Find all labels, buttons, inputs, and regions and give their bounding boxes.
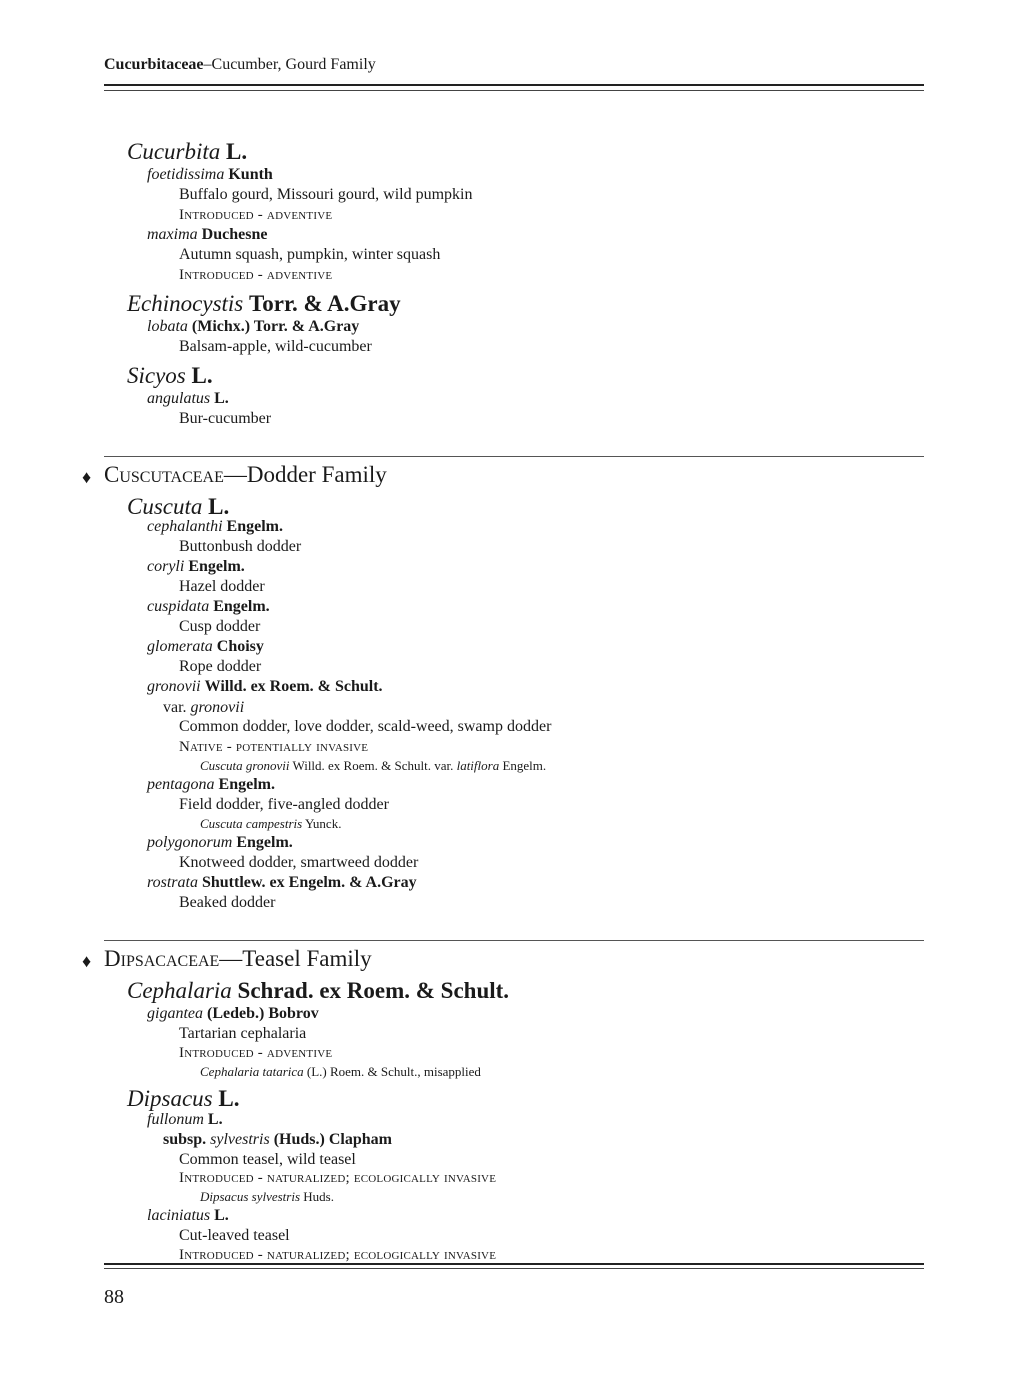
species-pentagona — [147, 776, 275, 794]
species-author: Choisy — [216, 638, 264, 655]
species-polygonorum — [147, 834, 293, 852]
species-author: L. — [207, 1111, 223, 1128]
species-author: (Ledeb.) Bobrov — [207, 1005, 319, 1022]
header-rule — [104, 84, 924, 86]
species-author: Engelm. — [213, 598, 270, 615]
species-fullonum — [147, 1111, 223, 1129]
species-author: Willd. ex Roem. & Schult. — [204, 678, 383, 695]
status-label: Introduced - naturalized; ecologically invasive — [179, 1170, 497, 1186]
species-name: lobata — [147, 318, 188, 335]
synonym — [200, 1189, 334, 1205]
species-coryli — [147, 558, 245, 576]
species-name: maxima — [147, 226, 198, 243]
genus-author: Schrad. ex Roem. & Schult. — [237, 978, 510, 1003]
family-common: —Dodder Family — [223, 462, 387, 487]
species-rostrata — [147, 874, 417, 892]
species-gronovii — [147, 678, 383, 696]
common-name: Balsam-apple, wild-cucumber — [179, 338, 372, 355]
synonym-author: (L.) Roem. & Schult., misapplied — [306, 1064, 481, 1079]
status-label: Native - potentially invasive — [179, 739, 369, 755]
subspecies-sylvestris — [163, 1131, 392, 1149]
genus-name: Cucurbita — [127, 139, 221, 164]
species-name: fullonum — [147, 1111, 204, 1128]
footer-rule — [104, 1263, 924, 1265]
common-name: Field dodder, five-angled dodder — [179, 796, 389, 813]
genus-name: Cuscuta — [127, 494, 203, 519]
synonym-author: Willd. ex Roem. & Schult. var. — [292, 758, 454, 773]
synonym-variety-author: Engelm. — [502, 758, 547, 773]
species-author: (Michx.) Torr. & A.Gray — [191, 318, 360, 335]
synonym-name: Cuscuta gronovii — [200, 758, 290, 773]
species-name: pentagona — [147, 776, 215, 793]
species-author: Engelm. — [226, 518, 283, 535]
genus-author: L. — [226, 139, 248, 164]
synonym — [200, 816, 341, 832]
variety-gronovii — [163, 699, 244, 717]
species-author: Engelm. — [218, 776, 275, 793]
common-name: Autumn squash, pumpkin, winter squash — [179, 246, 441, 263]
genus-author: L. — [218, 1086, 240, 1111]
species-glomerata — [147, 638, 264, 656]
genus-dipsacus — [127, 1086, 239, 1112]
species-author: Engelm. — [236, 834, 293, 851]
genus-echinocystis — [127, 291, 401, 317]
species-name: polygonorum — [147, 834, 233, 851]
species-name: laciniatus — [147, 1207, 211, 1224]
common-name: Rope dodder — [179, 658, 262, 675]
species-name: glomerata — [147, 638, 213, 655]
status-label: Introduced - naturalized; ecologically invasive — [179, 1247, 497, 1263]
species-name: cephalanthi — [147, 518, 223, 535]
species-name: rostrata — [147, 874, 198, 891]
species-name: angulatus — [147, 390, 211, 407]
subspecies-label: subsp. — [163, 1131, 207, 1148]
species-gigantea — [147, 1005, 319, 1023]
family-heading-dipsacaceae — [104, 946, 372, 972]
common-name: Buttonbush dodder — [179, 538, 302, 555]
subspecies-name: sylvestris — [210, 1131, 270, 1148]
species-name: gigantea — [147, 1005, 203, 1022]
section-divider — [104, 456, 924, 457]
genus-name: Cephalaria — [127, 978, 232, 1003]
running-header — [104, 56, 376, 74]
common-name: Hazel dodder — [179, 578, 265, 595]
species-author: L. — [214, 1207, 229, 1224]
species-name: cuspidata — [147, 598, 210, 615]
variety-label: var. — [163, 699, 187, 716]
species-author: Duchesne — [201, 226, 268, 243]
synonym — [200, 758, 546, 774]
common-name: Common dodder, love dodder, scald-weed, swamp dodder — [179, 718, 552, 735]
common-name: Cut-leaved teasel — [179, 1227, 290, 1244]
species-author: Shuttlew. ex Engelm. & A.Gray — [201, 874, 417, 891]
synonym-name: Cuscuta campestris — [200, 816, 303, 831]
header-rule-thin — [104, 90, 924, 91]
species-laciniatus — [147, 1207, 229, 1225]
variety-name: gronovii — [190, 699, 245, 716]
common-name: Buffalo gourd, Missouri gourd, wild pumpkin — [179, 186, 473, 203]
common-name: Beaked dodder — [179, 894, 276, 911]
common-name: Cusp dodder — [179, 618, 261, 635]
page-number: 88 — [104, 1286, 124, 1308]
synonym — [200, 1064, 481, 1080]
species-name: gronovii — [147, 678, 201, 695]
synonym-name: Dipsacus sylvestris — [200, 1189, 301, 1204]
family-common: —Teasel Family — [219, 946, 372, 971]
status-label: Introduced - adventive — [179, 1045, 333, 1061]
synonym-variety: latiflora — [456, 758, 500, 773]
genus-author: L. — [191, 363, 213, 388]
footer-rule-thin — [104, 1268, 924, 1269]
species-author: L. — [214, 390, 229, 407]
species-cuspidata — [147, 598, 270, 616]
family-heading-cuscutaceae — [104, 462, 387, 488]
species-lobata — [147, 318, 359, 336]
synonym-author: Huds. — [303, 1189, 334, 1204]
species-foetidissima — [147, 166, 273, 184]
synonym-name: Cephalaria tatarica — [200, 1064, 304, 1079]
genus-cucurbita — [127, 139, 247, 165]
genus-name: Echinocystis — [127, 291, 244, 316]
common-name: Common teasel, wild teasel — [179, 1151, 356, 1168]
species-cephalanthi — [147, 518, 283, 536]
genus-author: L. — [208, 494, 230, 519]
common-name: Bur-cucumber — [179, 410, 272, 427]
status-label: Introduced - adventive — [179, 267, 333, 283]
species-angulatus — [147, 390, 229, 408]
species-maxima — [147, 226, 267, 244]
genus-cuscuta — [127, 494, 229, 520]
genus-cephalaria — [127, 978, 509, 1004]
family-name: Cuscutaceae — [104, 462, 224, 487]
species-name: coryli — [147, 558, 185, 575]
genus-name: Sicyos — [127, 363, 186, 388]
genus-author: Torr. & A.Gray — [249, 291, 401, 316]
species-author: Engelm. — [188, 558, 245, 575]
genus-name: Dipsacus — [127, 1086, 213, 1111]
synonym-author: Yunck. — [304, 816, 342, 831]
status-label: Introduced - adventive — [179, 207, 333, 223]
common-name: Tartarian cephalaria — [179, 1025, 307, 1042]
genus-sicyos — [127, 363, 213, 389]
diamond-icon: ♦ — [82, 951, 92, 971]
species-author: Kunth — [228, 166, 273, 183]
subspecies-author: (Huds.) Clapham — [273, 1131, 392, 1148]
header-family-common: –Cucumber, Gourd Family — [203, 56, 376, 73]
species-name: foetidissima — [147, 166, 225, 183]
header-family-name: Cucurbitaceae — [104, 56, 204, 73]
family-name: Dipsacaceae — [104, 946, 220, 971]
section-divider — [104, 940, 924, 941]
common-name: Knotweed dodder, smartweed dodder — [179, 854, 419, 871]
diamond-icon: ♦ — [82, 467, 92, 487]
